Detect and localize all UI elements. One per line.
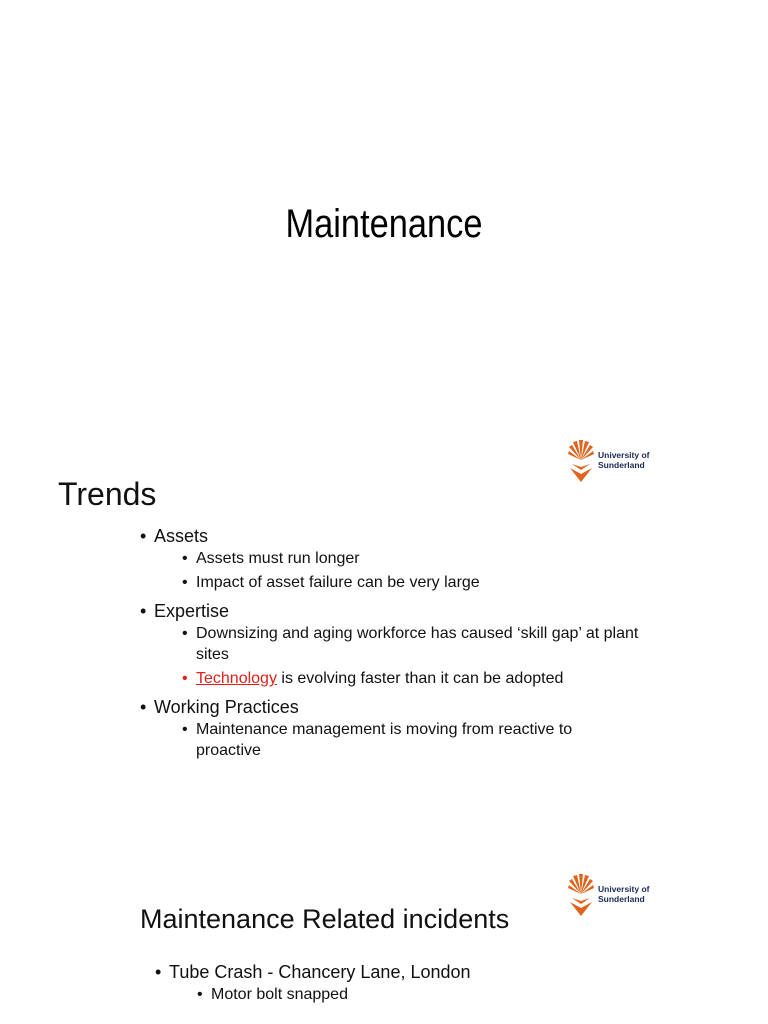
sub-list-item: • Assets must run longer: [182, 548, 640, 569]
sub-list-item: • Maintenance management is moving from reactive to proactive: [182, 719, 626, 761]
sunburst-logo-icon: [568, 872, 594, 916]
trends-list: [140, 524, 640, 765]
list-item-assets: • Assets • Assets must run longer • Impact of asset failure can be very large: [140, 524, 640, 593]
incidents-heading: Maintenance Related incidents: [140, 904, 510, 934]
incidents-list: [155, 960, 655, 1009]
sunburst-logo-icon: [568, 438, 594, 482]
university-logo: [568, 438, 668, 482]
university-logo: [568, 872, 668, 916]
list-item-expertise: • Expertise • Downsizing and aging workforce has caused ‘skill gap’ at plant sites • Technology is evolving faster than it can be adopted: [140, 599, 640, 689]
technology-link[interactable]: Technology: [196, 670, 277, 687]
logo-text: University of Sunderland: [598, 450, 650, 470]
slide-title: Maintenance: [285, 202, 483, 246]
sub-list-item: • Downsizing and aging workforce has caused ‘skill gap’ at plant sites: [182, 623, 640, 665]
list-item-tube-crash: • Tube Crash - Chancery Lane, London • Motor bolt snapped: [155, 960, 655, 1005]
list-item-working-practices: • Working Practices • Maintenance management is moving from reactive to proactive: [140, 695, 640, 761]
sub-list-item: • Motor bolt snapped: [197, 984, 655, 1005]
sub-list-item: • Technology is evolving faster than it can be adopted: [182, 668, 640, 689]
sub-list-item: • Impact of asset failure can be very large: [182, 572, 640, 593]
logo-text: University of Sunderland: [598, 884, 650, 904]
trends-heading: Trends: [58, 476, 157, 512]
